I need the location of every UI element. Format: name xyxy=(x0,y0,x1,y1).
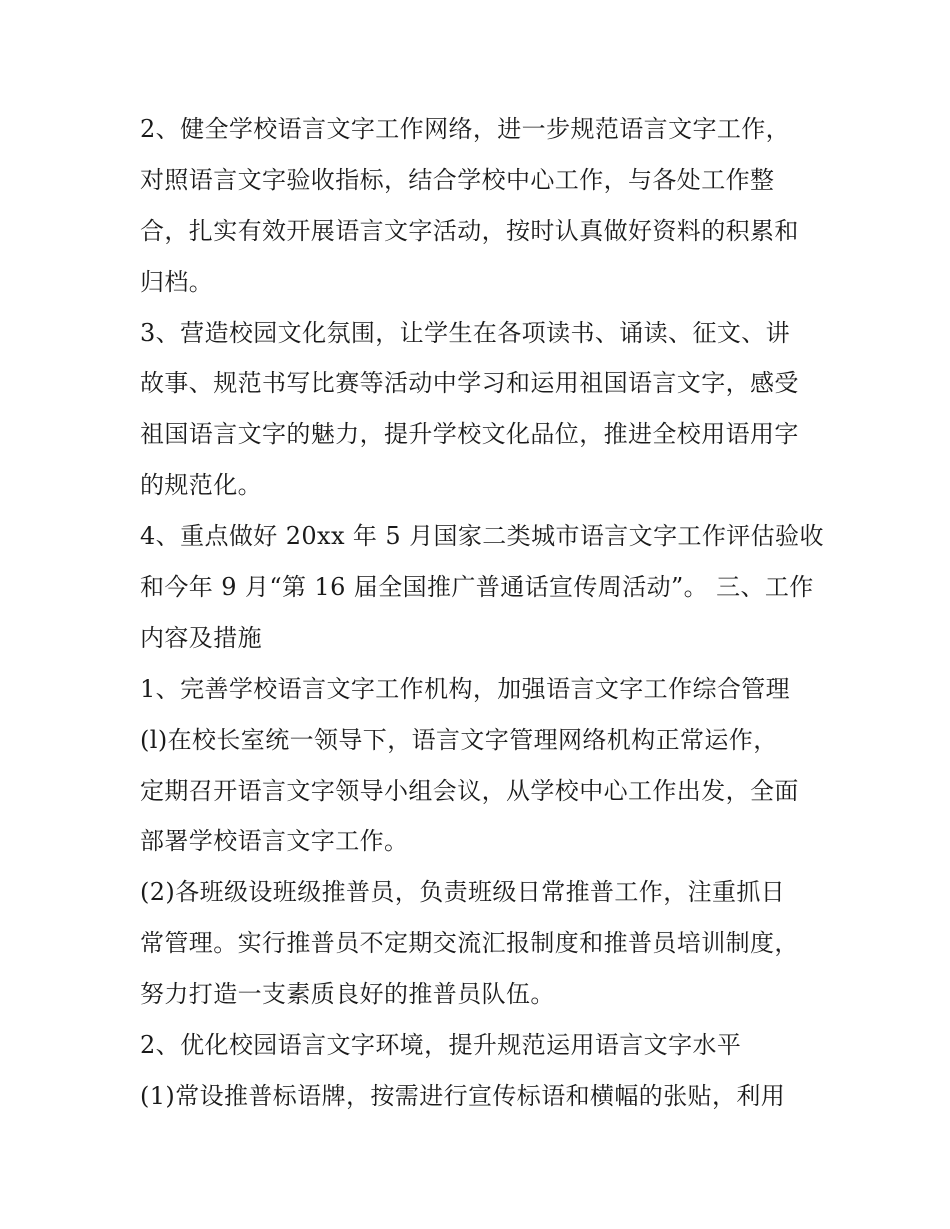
text-line: (1)常设推普标语牌，按需进行宣传标语和横幅的张贴，利用 xyxy=(140,1081,786,1110)
text-line: 2、健全学校语言文字工作网络，进一步规范语言文字工作， xyxy=(140,115,791,143)
text-line: 努力打造一支素质良好的推普员队伍。 xyxy=(140,980,555,1009)
text-line: 1、完善学校语言文字工作机构，加强语言文字工作综合管理 xyxy=(140,674,791,703)
text-line: 对照语言文字验收指标，结合学校中心工作，与各处工作整 xyxy=(140,165,775,194)
text-line: 的规范化。 xyxy=(140,471,262,500)
text-line: (2)各班级设班级推普员，负责班级日常推普工作，注重抓日 xyxy=(140,878,786,907)
text-line: 和今年 9 月“第 16 届全国推广普通话宣传周活动”。 三、工作 xyxy=(140,573,814,602)
text-line: 归档。 xyxy=(140,267,214,296)
text-line: 合，扎实有效开展语言文字活动，按时认真做好资料的积累和 xyxy=(140,216,799,245)
text-line: 内容及措施 xyxy=(140,623,262,652)
document-body xyxy=(140,104,830,1122)
text-line: 常管理。实行推普员不定期交流汇报制度和推普员培训制度， xyxy=(140,929,799,958)
text-line: 定期召开语言文字领导小组会议，从学校中心工作出发，全面 xyxy=(140,776,799,805)
text-line: (l)在校长室统一领导下，语言文字管理网络机构正常运作， xyxy=(140,725,778,754)
text-line: 部署学校语言文字工作。 xyxy=(140,827,409,856)
text-line: 4、重点做好 20xx 年 5 月国家二类城市语言文字工作评估验收 xyxy=(140,522,824,551)
text-line: 3、营造校园文化氛围，让学生在各项读书、诵读、征文、讲 xyxy=(140,318,791,347)
text-line: 祖国语言文字的魅力，提升学校文化品位，推进全校用语用字 xyxy=(140,420,799,449)
text-line: 2、优化校园语言文字环境，提升规范运用语言文字水平 xyxy=(140,1031,742,1060)
text-line: 故事、规范书写比赛等活动中学习和运用祖国语言文字，感受 xyxy=(140,369,799,398)
